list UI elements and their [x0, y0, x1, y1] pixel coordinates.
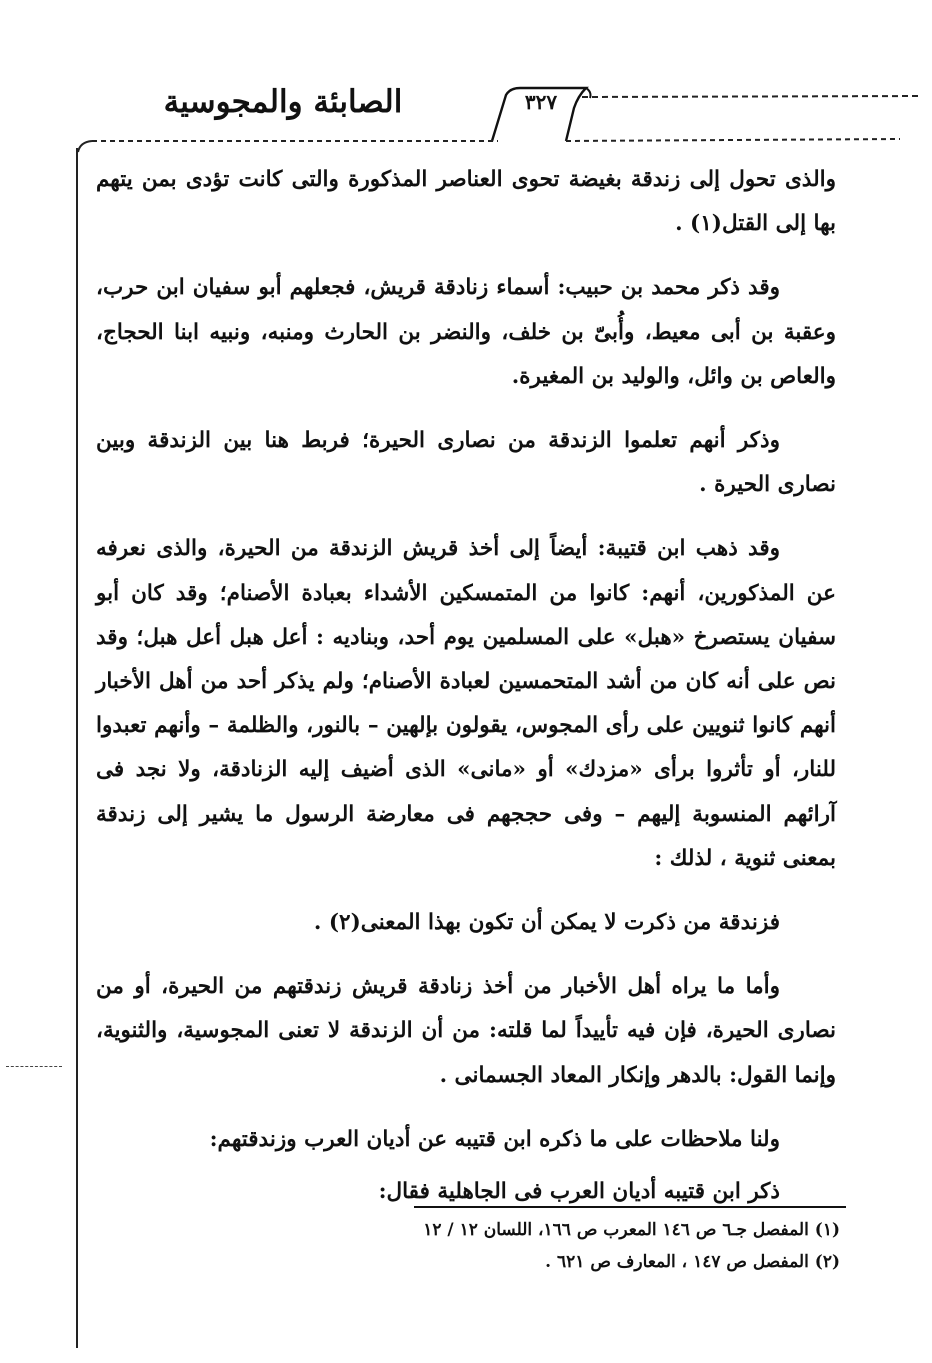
footnote-separator — [414, 1206, 846, 1208]
footnotes — [300, 1214, 840, 1278]
running-header-title: الصابئة والمجوسية — [163, 84, 403, 120]
paragraph-3: وذكر أنهم تعلموا الزندقة من نصارى الحيرة؛ فربط هنا بين الزندقة وبين نصارى الحيرة . — [96, 428, 836, 498]
paragraph-2: وقد ذكر محمد بن حبيب: أسماء زنادقة قريش، فجعلهم أبو سفيان ابن حرب، وعقبة بن أبى معيط، وأُبىّ بن خلف، والنضر بن الحارث ومنبه، ونبيه ابنا الحجاج، والعاص بن وائل، والوليد بن المغيرة. — [96, 275, 836, 389]
paragraph-6: وأما ما يراه أهل الأخبار من أخذ زنادقة قريش زندقتهم من الحيرة، أو من نصارى الحيرة، فإن فيه تأييداً لما قلته: من أن الزندقة لا تعنى المجوسية، والثنوية، وإنما القول: بالدهر وإنكار المعاد الجسمانى . — [96, 974, 836, 1088]
page-number: ٣٢٧ — [524, 90, 558, 114]
left-margin-rule — [76, 148, 78, 1348]
paragraph-7: ولنا ملاحظات على ما ذكره ابن قتيبه عن أديان العرب وزندقتهم: — [209, 1126, 780, 1152]
paragraph-1: والذى تحول إلى زندقة بغيضة تحوى العناصر المذكورة والتى كانت تؤدى بمن يتهم بها إلى القتل(١) . — [96, 167, 836, 237]
paragraph-5: فزندقة من ذكرت لا يمكن أن تكون بهذا المعنى(٢) . — [313, 910, 780, 936]
paragraph-4: وقد ذهب ابن قتيبة: أيضاً إلى أخذ قريش الزندقة من الحيرة، والذى نعرفه عن المذكورين، أنهم: كانوا من المتمسكين الأشداء بعبادة الأصنام؛ وقد كان أبو سفيان يستصرخ «هبل» على المسلمين يوم أحد، وبناديه : أعل هبل أعل هبل؛ وقد نص على أنه كان من أشد المتحمسين لعبادة الأصنام؛ ولم يذكر أحد من أهل الأخبار أنهم كانوا ثنويين على رأى المجوس، يقولون بإلهين – بالنور، والظلمة – وأنهم تعبدوا للنار، أو تأثروا برأى «مزدك» أو «مانى» الذى أضيف إليه الزنادقة، ولا نجد فى آرائهم المنسوبة إليهم – وفى حججهم فى معارضة الرسول ما يشير إلى زندقة بمعنى ثنوية ، لذلك : — [96, 536, 836, 871]
footnote-2: (٢) المفصل ص ١٤٧ ، المعارف ص ٦٢١ . — [545, 1252, 840, 1272]
margin-mark — [6, 1066, 62, 1067]
body-text — [96, 158, 836, 1222]
footnote-1: (١) المفصل جـ٦ ص ١٤٦ المعرب ص ١٦٦، اللسان ١٢ / ١٢ — [423, 1220, 840, 1240]
paragraph-8: ذكر ابن قتيبه أديان العرب فى الجاهلية فقال: — [378, 1179, 780, 1205]
